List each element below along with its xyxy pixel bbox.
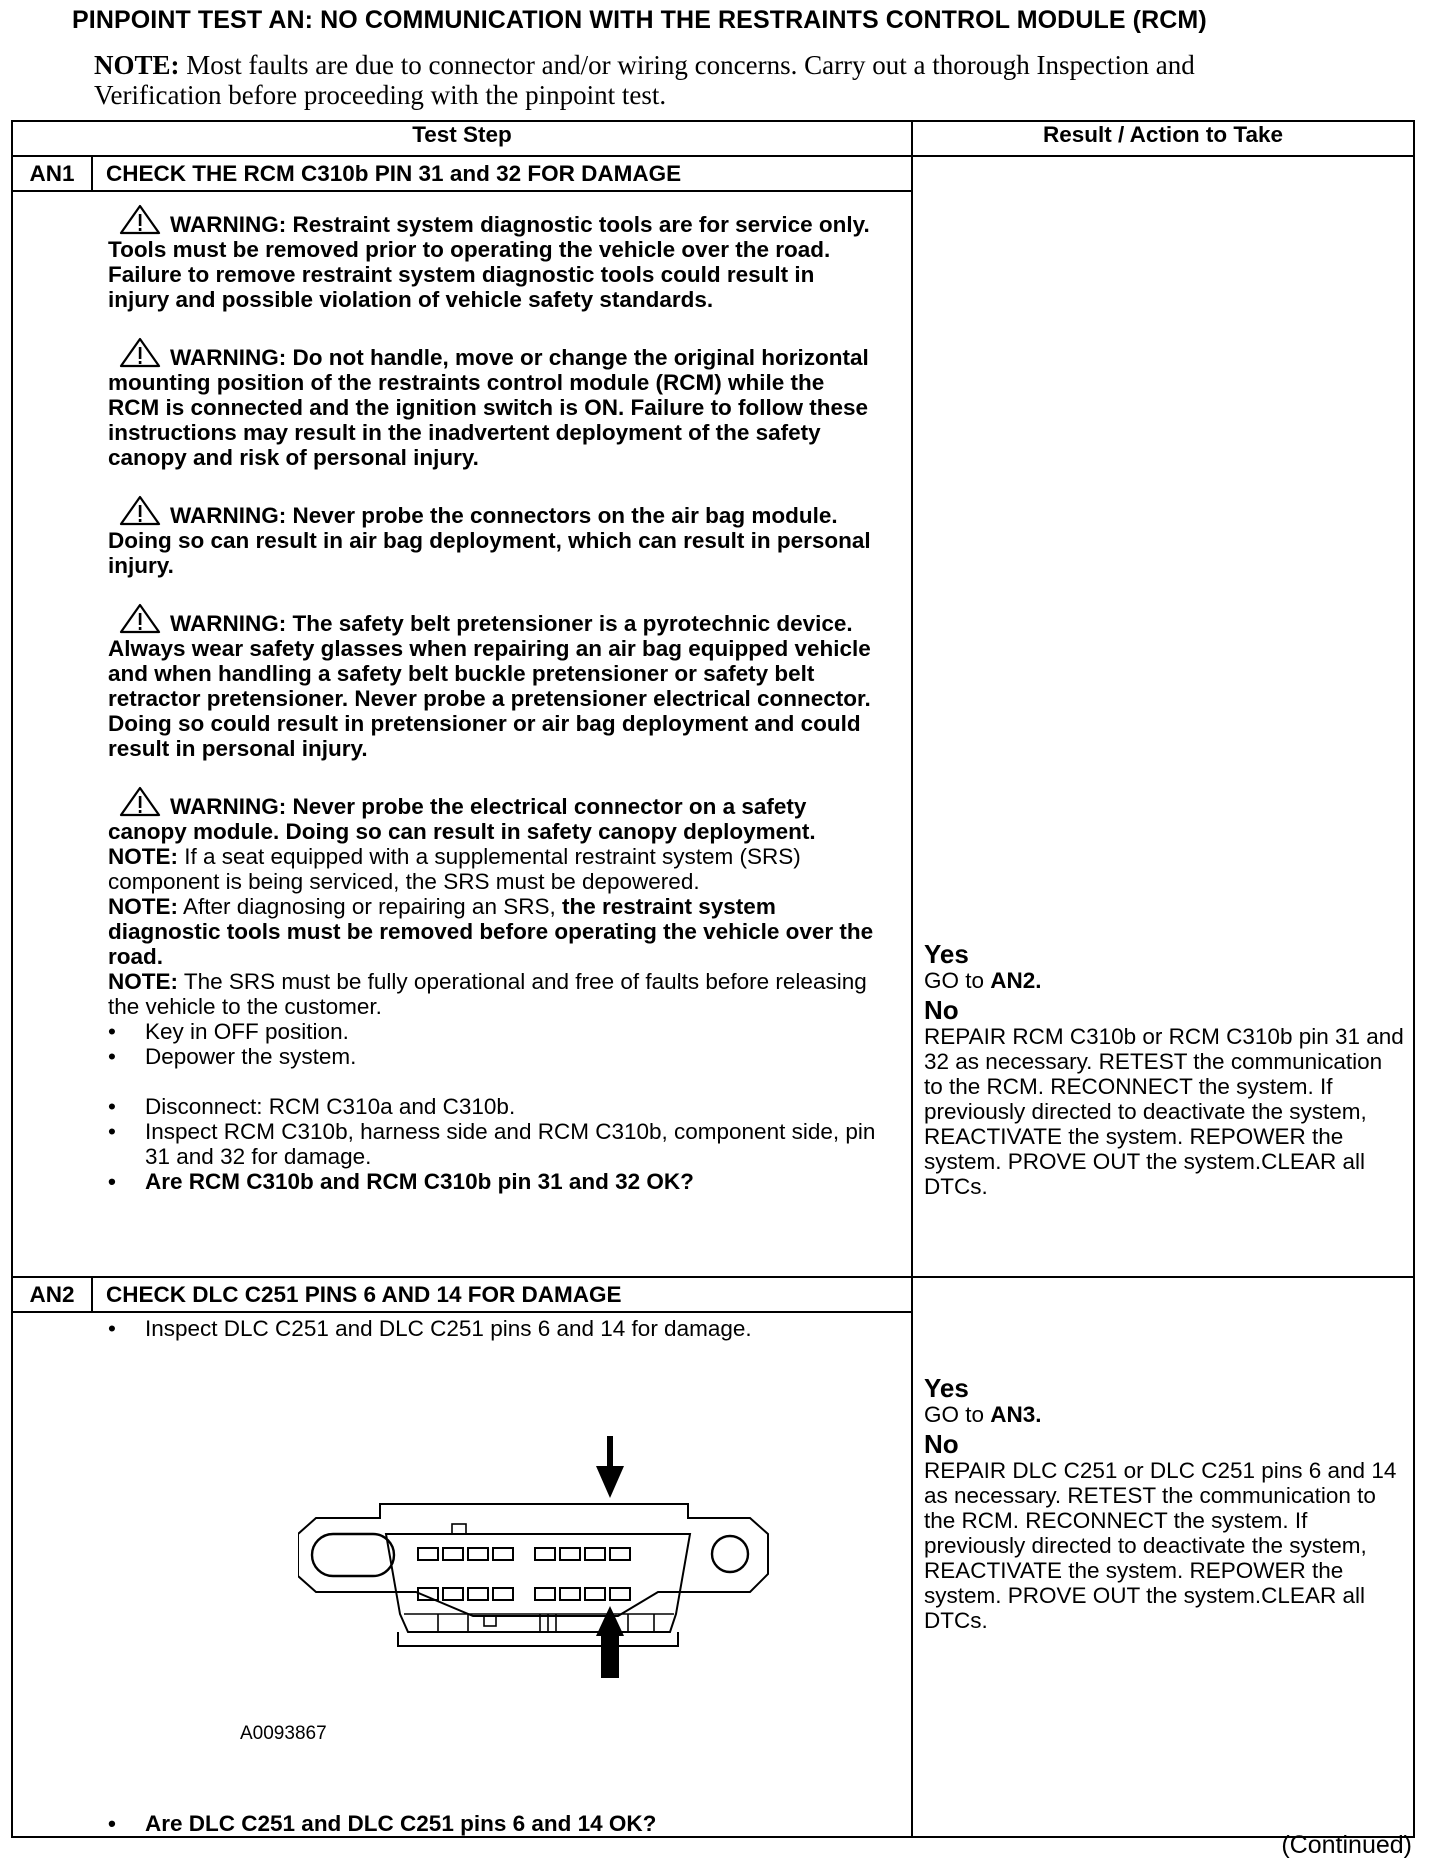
step-id-an2: AN2: [12, 1277, 92, 1312]
step-body-an2: [12, 1312, 912, 1837]
note-text: After diagnosing or repairing an SRS,: [178, 894, 562, 919]
warning-1: [108, 204, 881, 312]
warning-5: [108, 786, 881, 844]
warning-text: WARNING: Restraint system diagnostic tools are for service only. Tools must be removed prior to operating the vehicle over the road. Failure to remove restraint system diagnostic tools could result in injury and possible violation of vehicle safety standards.: [108, 212, 870, 312]
list-item: • Depower the system.: [108, 1044, 881, 1069]
page-title: PINPOINT TEST AN: NO COMMUNICATION WITH THE RESTRAINTS CONTROL MODULE (RCM): [72, 6, 1207, 34]
warning-3: [108, 495, 881, 578]
intro-note-text: Most faults are due to connector and/or wiring concerns. Carry out a thorough Inspection and Verification before proceeding with the pinpoint test.: [94, 50, 1195, 110]
warning-triangle-icon: [118, 495, 162, 527]
no-action: REPAIR DLC C251 or DLC C251 pins 6 and 14 as necessary. RETEST the communication to the RCM. RECONNECT the system. If previously directed to deactivate the system, REACTIVATE the system. REPOWER the system. PROVE OUT the system.CLEAR all DTCs.: [924, 1458, 1397, 1633]
step-title-row: [12, 1277, 1414, 1312]
step-list-b: [108, 1094, 881, 1194]
list-item: • Inspect DLC C251 and DLC C251 pins 6 and 14 for damage.: [108, 1316, 881, 1341]
note-text: The SRS must be fully operational and free of faults before releasing the vehicle to the customer.: [108, 969, 867, 1019]
step-body-an1: [12, 191, 912, 1277]
yes-action-text: GO to: [924, 1402, 991, 1427]
yes-action: [924, 1402, 1407, 1427]
dlc-connector-figure: [108, 1341, 881, 1811]
note-text: If a seat equipped with a supplemental restraint system (SRS) component is being serviced, the SRS must be depowered.: [108, 844, 801, 894]
result-an2: [924, 1374, 1407, 1633]
warning-triangle-icon: [118, 603, 162, 635]
no-label: No: [924, 1429, 959, 1459]
step-title-row: [12, 156, 1414, 191]
table-header-row: [12, 121, 1414, 156]
note-3: [108, 969, 881, 1019]
header-test-step: Test Step: [12, 121, 912, 156]
pinpoint-test-table: [11, 120, 1415, 1838]
result-cell-an2: [912, 1277, 1414, 1837]
step-list-a: [108, 1019, 881, 1069]
step-content-an2: [13, 1313, 911, 1836]
list-item: • Inspect RCM C310b, harness side and RCM C310b, component side, pin 31 and 32 for damage.: [108, 1119, 881, 1169]
spacer: [108, 1069, 881, 1094]
note-bold-text: the restraint system diagnostic tools must be removed before operating the vehicle over the road.: [108, 894, 874, 969]
yes-target-link[interactable]: AN2.: [990, 968, 1042, 993]
step-id-an1: AN1: [12, 156, 92, 191]
yes-action: [924, 968, 1407, 993]
note-2: [108, 894, 881, 969]
list-item: • Key in OFF position.: [108, 1019, 881, 1044]
yes-label: Yes: [924, 1373, 969, 1403]
arrow-down-icon: [596, 1436, 624, 1498]
pin-row-top: [418, 1548, 630, 1560]
step-list: [108, 1316, 881, 1341]
warning-4: [108, 603, 881, 761]
intro-note: [94, 50, 1224, 110]
figure-label: A0093867: [240, 1723, 327, 1744]
warning-triangle-icon: [118, 204, 162, 236]
step-content-an1: [13, 192, 911, 1194]
warning-text: WARNING: The safety belt pretensioner is a pyrotechnic device. Always wear safety glasses when repairing an air bag equipped vehicle and when handling a safety belt buckle pretensioner or safety belt retractor pretensioner. Never probe a pretensioner electrical connector. Doing so could result in pretensioner or air bag deployment and could result in personal injury.: [108, 611, 871, 761]
step-question: • Are RCM C310b and RCM C310b pin 31 and 32 OK?: [108, 1169, 881, 1194]
step-title-an2: CHECK DLC C251 PINS 6 AND 14 FOR DAMAGE: [92, 1277, 912, 1312]
step-question: • Are DLC C251 and DLC C251 pins 6 and 14 OK?: [108, 1811, 881, 1836]
no-action: REPAIR RCM C310b or RCM C310b pin 31 and 32 as necessary. RETEST the communication to the RCM. RECONNECT the system. If previously directed to deactivate the system, REACTIVATE the system. REPOWER the system. PROVE OUT the system.CLEAR all DTCs.: [924, 1024, 1404, 1199]
continued-label: (Continued): [1281, 1831, 1412, 1859]
pin-row-bottom: [418, 1588, 630, 1600]
intro-note-label: NOTE:: [94, 50, 180, 80]
warning-text: WARNING: Do not handle, move or change the original horizontal mounting position of the restraints control module (RCM) while the RCM is connected and the ignition switch is ON. Failure to follow these instructions may result in the inadvertent deployment of the safety canopy and risk of personal injury.: [108, 345, 869, 470]
yes-label: Yes: [924, 939, 969, 969]
note-label: NOTE:: [108, 844, 178, 869]
warning-2: [108, 337, 881, 470]
warning-text: WARNING: Never probe the connectors on the air bag module. Doing so can result in air bag deployment, which can result in personal injury.: [108, 503, 871, 578]
note-label: NOTE:: [108, 894, 178, 919]
note-label: NOTE:: [108, 969, 178, 994]
step-title-an1: CHECK THE RCM C310b PIN 31 and 32 FOR DAMAGE: [92, 156, 912, 191]
warning-triangle-icon: [118, 786, 162, 818]
list-item: • Disconnect: RCM C310a and C310b.: [108, 1094, 881, 1119]
dlc-connector-diagram: [298, 1436, 778, 1686]
warning-text: WARNING: Never probe the electrical connector on a safety canopy module. Doing so can result in safety canopy deployment.: [108, 794, 816, 844]
yes-action-text: GO to: [924, 968, 991, 993]
result-cell-an1: [912, 156, 1414, 1277]
step-list-question: [108, 1811, 881, 1836]
header-result-action: Result / Action to Take: [912, 121, 1414, 156]
yes-target-link[interactable]: AN3.: [990, 1402, 1042, 1427]
no-label: No: [924, 995, 959, 1025]
warning-triangle-icon: [118, 337, 162, 369]
result-an1: [924, 940, 1407, 1199]
note-1: [108, 844, 881, 894]
